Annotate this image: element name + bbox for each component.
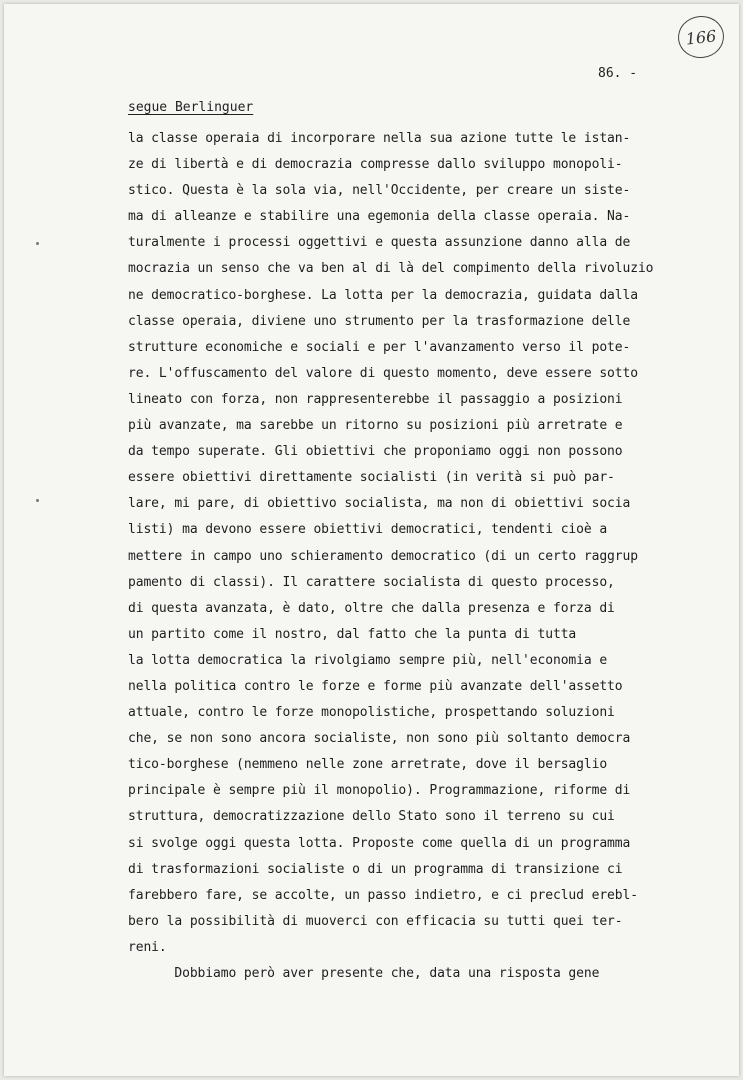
text-line: listi) ma devono essere obiettivi democratici, tendenti cioè a bbox=[128, 522, 608, 538]
text-line: ne democratico-borghese. La lotta per la democrazia, guidata dalla bbox=[128, 287, 638, 303]
text-line: bero la possibilità di muoverci con efficacia su tutti quei ter- bbox=[128, 913, 623, 929]
text-line: stico. Questa è la sola via, nell'Occidente, per creare un siste- bbox=[128, 183, 631, 199]
text-line: la lotta democratica la rivolgiamo sempre più, nell'economia e bbox=[128, 652, 608, 668]
margin-dot bbox=[36, 499, 39, 502]
text-line: di questa avanzata, è dato, oltre che dalla presenza e forza di bbox=[128, 600, 615, 616]
text-line: ze di libertà e di democrazia compresse dallo sviluppo monopoli- bbox=[128, 157, 623, 173]
section-header: segue Berlinguer bbox=[128, 100, 254, 115]
text-line: turalmente i processi oggettivi e questa assunzione danno alla de bbox=[128, 235, 631, 251]
text-line: ma di alleanze e stabilire una egemonia della classe operaia. Na- bbox=[128, 209, 631, 225]
text-line: struttura, democratizzazione dello Stato sono il terreno su cui bbox=[128, 809, 615, 825]
text-line: mettere in campo uno schieramento democratico (di un certo raggrup bbox=[128, 548, 638, 564]
text-line: pamento di classi). Il carattere socialista di questo processo, bbox=[128, 574, 615, 590]
text-line: classe operaia, diviene uno strumento per la trasformazione delle bbox=[128, 313, 631, 329]
text-line: che, se non sono ancora socialiste, non sono più soltanto democra bbox=[128, 731, 631, 747]
text-line: la classe operaia di incorporare nella sua azione tutte le istan- bbox=[128, 131, 631, 146]
page-number: 86. - bbox=[598, 66, 638, 81]
margin-dot bbox=[36, 242, 39, 245]
text-line: un partito come il nostro, dal fatto che la punta di tutta bbox=[128, 626, 577, 642]
text-line: Dobbiamo però aver presente che, data una risposta gene bbox=[128, 966, 600, 981]
text-line: principale è sempre più il monopolio). Programmazione, riforme di bbox=[128, 783, 631, 799]
text-line: reni. bbox=[128, 939, 167, 955]
text-line: tico-borghese (nemmeno nelle zone arretrate, dove il bersaglio bbox=[128, 757, 608, 773]
text-line: più avanzate, ma sarebbe un ritorno su posizioni più arretrate e bbox=[128, 418, 623, 434]
text-line: attuale, contro le forze monopolistiche, prospettando soluzioni bbox=[128, 705, 615, 721]
text-line: nella politica contro le forze e forme più avanzate dell'assetto bbox=[128, 678, 623, 694]
text-line: strutture economiche e sociali e per l'avanzamento verso il pote- bbox=[128, 339, 631, 355]
archive-stamp: 166 bbox=[676, 14, 726, 61]
text-line: lare, mi pare, di obiettivo socialista, ma non di obiettivi socia bbox=[128, 496, 631, 512]
text-line: di trasformazioni socialiste o di un programma di transizione ci bbox=[128, 861, 623, 877]
text-line: mocrazia un senso che va ben al di là del compimento della rivoluzio bbox=[128, 261, 654, 277]
text-line: essere obiettivi direttamente socialisti (in verità si può par- bbox=[128, 470, 615, 486]
text-line: farebbero fare, se accolte, un passo indietro, e ci preclud erebl- bbox=[128, 887, 638, 903]
body-text bbox=[128, 126, 708, 987]
text-line: da tempo superate. Gli obiettivi che proponiamo oggi non possono bbox=[128, 444, 623, 460]
text-line: si svolge oggi questa lotta. Proposte come quella di un programma bbox=[128, 835, 631, 851]
document-page bbox=[4, 4, 739, 1076]
text-line: lineato con forza, non rappresenterebbe il passaggio a posizioni bbox=[128, 391, 623, 407]
text-line: re. L'offuscamento del valore di questo momento, deve essere sotto bbox=[128, 365, 638, 381]
